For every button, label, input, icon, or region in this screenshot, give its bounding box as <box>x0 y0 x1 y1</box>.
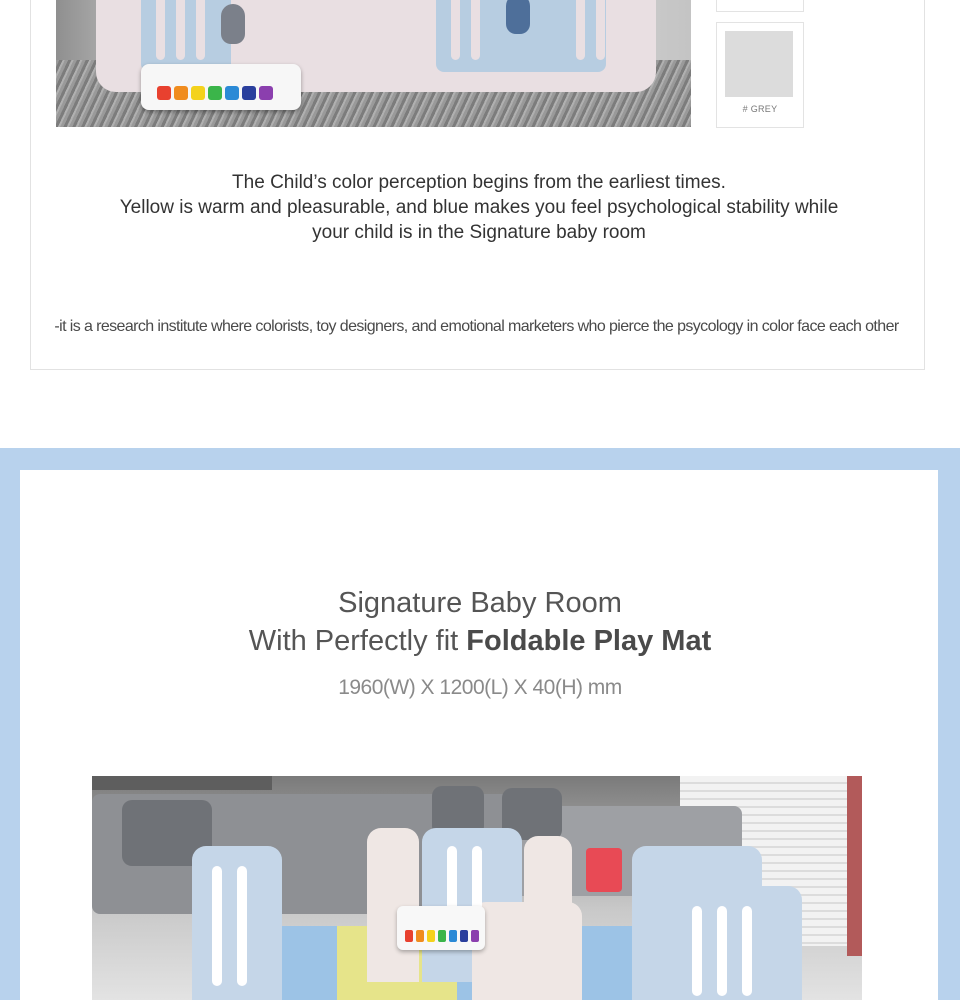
playpen-slat <box>451 0 460 60</box>
product-title <box>0 584 960 660</box>
playpen-panel <box>652 886 802 1000</box>
piano-key <box>416 930 424 942</box>
playpen-slat <box>176 0 185 60</box>
color-swatch-grey <box>716 22 804 128</box>
piano-key <box>157 86 171 100</box>
toy-piano <box>141 64 301 110</box>
product-dimensions: 1960(W) X 1200(L) X 40(H) mm <box>338 676 622 699</box>
product-title-line1: Signature Baby Room <box>338 587 622 619</box>
color-chip <box>725 31 793 97</box>
playpen-slat <box>576 0 585 60</box>
piano-key <box>438 930 446 942</box>
playpen-panel <box>367 828 419 982</box>
product-title-prefix: With Perfectly fit <box>248 625 467 657</box>
piano-key <box>225 86 239 100</box>
playpen-slat <box>742 906 752 996</box>
intro-line: The Child’s color perception begins from the earliest times. <box>232 172 726 193</box>
playpen-slat <box>471 0 480 60</box>
piano-key <box>427 930 435 942</box>
piano-key <box>449 930 457 942</box>
playpen-panel <box>141 0 231 72</box>
playpen-slat <box>596 0 605 60</box>
piano-key <box>191 86 205 100</box>
toy-piano <box>397 906 485 950</box>
bear-icon <box>221 4 245 44</box>
research-note: -it is a research institute where colorists, toy designers, and emotional marketers who pierce the psycology in color face each other <box>54 318 899 335</box>
product-title-line2 <box>0 622 960 660</box>
playpen-photo-top <box>56 0 691 127</box>
playpen-slat <box>237 866 247 986</box>
intro-line: your child is in the Signature baby room <box>312 222 646 243</box>
playpen-slat <box>196 0 205 60</box>
penguin-icon <box>506 0 530 34</box>
piano-key <box>208 86 222 100</box>
piano-key <box>460 930 468 942</box>
color-swatch-label: # GREY <box>742 104 778 114</box>
playpen-slat <box>692 906 702 996</box>
piano-key <box>174 86 188 100</box>
wall-shelf <box>92 776 272 790</box>
color-perception-text <box>60 170 898 245</box>
intro-line: Yellow is warm and pleasurable, and blue makes you feel psychological stability while <box>119 197 839 218</box>
piano-key <box>259 86 273 100</box>
product-title-bold: Foldable Play Mat <box>466 625 712 657</box>
playpen-photo-bottom <box>92 776 862 1000</box>
piano-key <box>405 930 413 942</box>
color-swatch-previous <box>716 0 804 12</box>
piano-key <box>471 930 479 942</box>
playpen-slat <box>717 906 727 996</box>
curtain <box>847 776 862 956</box>
playpen-slat <box>212 866 222 986</box>
piano-key <box>242 86 256 100</box>
playpen-panel <box>472 902 582 1000</box>
activity-house-icon <box>586 848 622 892</box>
playpen-slat <box>156 0 165 60</box>
